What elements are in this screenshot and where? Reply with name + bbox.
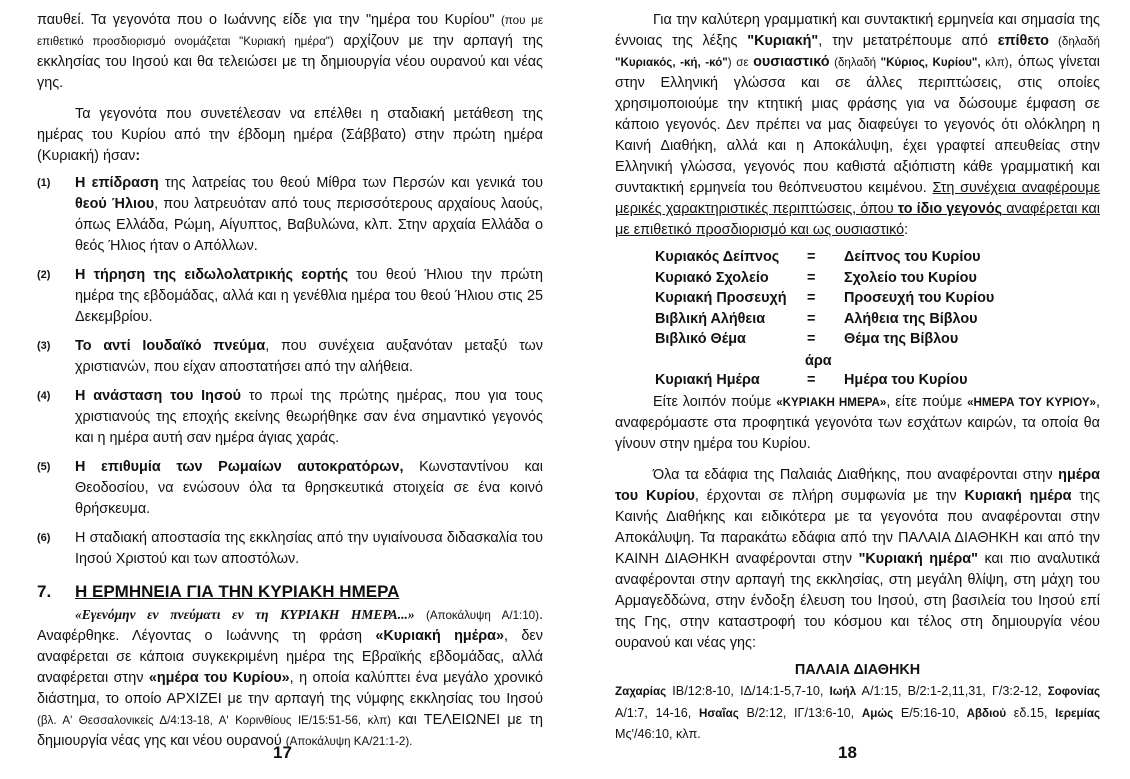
list-item-number: (6): [37, 532, 51, 544]
page-number: 18: [838, 743, 857, 762]
list-item: [37, 528, 543, 570]
table-row: [655, 288, 994, 309]
section-heading: [37, 582, 543, 602]
text-run: «ημέρα του Κυρίου»: [148, 670, 290, 686]
term-adjective: Κυριακή Ημέρα: [655, 371, 760, 388]
text-run: , αναφερόμαστε στα προφητικά γεγονότα των εσχάτων καιρών, τα οποία θα γίνουν στην ημέρα του Κυρίου.: [615, 394, 1100, 452]
table-row: [655, 370, 967, 391]
equals-sign: =: [807, 331, 816, 347]
term-noun: Δείπνος του Κυρίου: [844, 249, 981, 265]
terms-table: [655, 247, 994, 350]
text-run: Σοφονίας: [1047, 685, 1100, 698]
text-run: , που συνέχεια αυξανόταν μεταξύ των χριστιανών, που είχαν αποστατήσει από την αλήθεια.: [75, 338, 543, 375]
subheading-old-testament: ΠΑΛΑΙΑ ΔΙΑΘΗΚΗ: [794, 662, 921, 678]
list-item-number: (1): [37, 177, 51, 189]
paragraph-old-testament: [615, 465, 1100, 654]
text-run: Τα γεγονότα που συνετέλεσαν να επέλθει η σταδιακή μετάθεση της ημέρας του Κυρίου από την έβδομη ημέρα (Σάββατο) στην πρώτη ημέρα (Κυριακή) ήσαν: [37, 106, 543, 164]
table-row: [655, 247, 994, 268]
table-row: [655, 329, 994, 350]
text-run: Στη συνέχεια αναφέρουμε μερικές χαρακτηριστικές περιπτώσεις, όπου: [615, 180, 1100, 217]
text-run: παυθεί. Τα γεγονότα που ο Ιωάννης είδε για την "ημέρα του Κυρίου": [37, 12, 501, 28]
list-item-text: [75, 386, 543, 449]
text-run: , η οποία καλύπτει ένα μεγάλο χρονικό διάστημα, το οποίο ΑΡΧΙΖΕΙ με την αρπαγή της νύμφης εκκλησίας του Ιησού: [37, 670, 543, 707]
text-run: ) σε: [727, 56, 754, 69]
text-run: "Κυριακή ημέρα": [858, 551, 978, 567]
term-adjective: Κυριακό Σχολείο: [655, 269, 769, 286]
term-noun: Σχολείο του Κυρίου: [844, 269, 977, 286]
page-18: [565, 0, 1130, 779]
text-run: «ΗΜΕΡΑ ΤΟΥ ΚΥΡΙΟΥ»: [967, 396, 1096, 409]
table-row: [655, 268, 994, 289]
text-run: "Κυριακή": [747, 33, 819, 49]
text-run: θεού Ήλιου: [75, 196, 155, 212]
equals-sign: =: [807, 249, 816, 265]
text-run: Ιωήλ: [829, 685, 857, 698]
text-run: (Αποκάλυψη Α/1:10): [414, 609, 539, 622]
list-item: [37, 173, 543, 257]
text-run: Β/2:12, ΙΓ/13:6-10,: [738, 705, 862, 720]
text-run: του θεού Ήλιου την πρώτη ημέρα της εβδομάδας, αλλά και η γενέθλια ημέρα του θεού Ήλιου στις 25 Δεκεμβρίου.: [75, 267, 543, 325]
text-run: Το αντί Ιουδαϊκό πνεύμα: [75, 338, 266, 354]
text-run: (δηλαδή: [1048, 35, 1100, 48]
text-run: επίθετο: [997, 33, 1049, 49]
term-noun: Ημέρα του Κυρίου: [844, 371, 968, 388]
text-run: , είτε πούμε: [886, 394, 968, 410]
text-run: Ιερεμίας: [1055, 706, 1100, 720]
text-run: αναφέρεται και με επιθετικό προσδιορισμό και ως ουσιαστικό: [615, 201, 1100, 238]
events-list: [37, 173, 543, 570]
text-run: Είτε λοιπόν πούμε: [653, 394, 777, 410]
list-item-number: (3): [37, 340, 51, 352]
text-run: της λατρείας του θεού Μίθρα των Περσών και γενικά του: [158, 175, 543, 191]
text-run: το ίδιο γεγονός: [897, 201, 1003, 217]
text-run: «Κυριακή ημέρα»: [375, 628, 504, 644]
list-item-number: (4): [37, 390, 51, 402]
paragraph-conclusion: [615, 392, 1100, 455]
final-term-table: [655, 370, 967, 391]
list-item-number: (5): [37, 461, 51, 473]
equals-sign: =: [807, 371, 816, 388]
scripture-references: [615, 681, 1100, 745]
text-run: Αβδιού: [966, 706, 1007, 720]
text-run: Η επίδραση: [75, 175, 159, 191]
list-item-text: [75, 457, 543, 520]
table-row: [655, 309, 994, 330]
list-item-text: [75, 336, 543, 378]
text-run: Η σταδιακή αποστασία της εκκλησίας από την υγιαίνουσα διδασκαλία του Ιησού Χριστού και των αποστόλων.: [75, 530, 543, 567]
text-run: το πρωί της πρώτης ημέρας, που για τους χριστιανούς της εποχής εκείνης θεωρήθηκε σαν ένα σημαντικό γεγονός και η ημέρα αυτή σαν ημέρα άγιας χαράς.: [75, 388, 543, 446]
text-run: Ε/5:16-10,: [893, 705, 967, 720]
text-run: Η ανάσταση του Ιησού: [75, 388, 241, 404]
text-run: , δεν αναφέρεται σε κάποια συγκεκριμένη ημέρα της Εβραϊκής εβδομάδας, αλλά αναφέρεται στην: [37, 628, 543, 686]
text-run: και πιο αναλυτικά αναφέρονται στην αρπαγή της εκκλησίας, στη μεγάλη θλίψη, στη μάχη του Αρμαγεδδώνα, στην ένδοξη έλευση του Ιησού, στη βασιλεία του Ιησού επί της Γης, στην καταστροφή του κόσμου και τέλος στη δημιουργία νέου ουρανού και νέας γης:: [615, 551, 1101, 651]
term-noun: Θέμα της Βίβλου: [844, 331, 959, 347]
text-run: "Κυριακός, -κή, -κό": [615, 56, 728, 69]
text-run: και ΤΕΛΕΙΩΝΕΙ με τη δημιουργία νέας γης και νέου ουρανού: [37, 712, 544, 749]
equals-sign: =: [807, 269, 816, 286]
list-item-text: [75, 528, 543, 570]
text-run: ΙΒ/12:8-10, ΙΔ/14:1-5,7-10,: [666, 684, 830, 698]
list-item-text: [75, 265, 543, 328]
text-run: , έρχονται σε πλήρη συμφωνία με την: [694, 488, 965, 504]
text-run: Ζαχαρίας: [615, 685, 667, 698]
term-adjective: Κυριακός Δείπνος: [655, 249, 780, 265]
text-run: Η τήρηση της ειδωλολατρικής εορτής: [75, 267, 349, 283]
section-number: 7.: [37, 582, 52, 601]
text-run: «Εγενόμην εν πνεύματι εν τη ΚΥΡΙΑΚΗ ΗΜΕΡΑ...»: [75, 607, 415, 622]
text-run: , που λατρευόταν από τους περισσότερους αρχαίους λαούς, όπως Ελλάδα, Ρώμη, Αίγυπτος, Βαβυλώνα, κλπ. Στην αρχαία Ελλάδα ο θεός Ήλιος ήταν ο Απόλλων.: [75, 196, 543, 254]
equals-sign: =: [807, 290, 816, 306]
text-run: "Κύριος, Κυρίου",: [880, 56, 981, 69]
list-item: [37, 386, 543, 449]
text-run: Για την καλύτερη γραμματική και συντακτική ερμηνεία και σημασία της έννοιας της λέξης: [615, 12, 1100, 49]
text-run: Η επιθυμία των Ρωμαίων αυτοκρατόρων,: [75, 459, 404, 475]
text-run: (βλ. Α' Θεσσαλονικείς Δ/4:13-18, Α' Κορινθίους ΙΕ/15:51-56, κλπ): [37, 714, 392, 727]
page-number: 17: [273, 743, 292, 762]
text-run: της Καινής Διαθήκης και ειδικότερα με τα γεγονότα που αναφέρονται στην Αποκάλυψη. Τα παρακάτω εδάφια από την ΠΑΛΑΙΑ ΔΙΑΘΗΚΗ και από την ΚΑΙΝΗ ΔΙΑΘΗΚΗ αναφέρονται στην: [615, 488, 1100, 567]
list-item-text: [75, 173, 543, 257]
term-noun: Προσευχή του Κυρίου: [844, 290, 995, 306]
text-run: (που με επιθετικό προσδιορισμό ονομάζεται "Κυριακή ημέρα"): [37, 14, 543, 48]
equals-sign: =: [807, 310, 816, 327]
text-run: Αμώς: [861, 706, 894, 720]
list-item: [37, 336, 543, 378]
text-run: Α/1:15, Β/2:1-2,11,31, Γ/3:2-12,: [856, 684, 1048, 698]
term-noun: Αλήθεια της Βίβλου: [844, 310, 978, 327]
text-run: :: [135, 148, 141, 164]
paragraph-interpretation: [37, 604, 543, 752]
paragraph-grammar: [615, 10, 1100, 241]
text-run: , όπως γίνεται στην Ελληνική γλώσσα και σε άλλες περιπτώσεις, στις οποίες χρησιμοποιούμε την κτητική μιας φράσης για να δώσουμε έμφαση σε κάποιο γεγονός. Δεν πρέπει να μας διαφεύγει το γεγονός ότι ολόκληρη η Καινή Διαθήκη, αλλά και η Αποκάλυψη, έχει γραφτεί απευθείας στην Ελληνική γλώσσα, γεγονός που καθιστά αξιόπιστη κάθε γραμματική και συντακτική ερμηνεία του θεόπνευστου κειμένου.: [615, 54, 1100, 196]
text-run: Μς'/46:10, κλπ.: [615, 727, 701, 741]
paragraph-events-intro: [37, 104, 543, 167]
term-adjective: Βιβλική Αλήθεια: [655, 310, 766, 327]
text-run: Κωνσταντίνου και Θεοδοσίου, να ενώσουν όλα τα θρησκευτικά στοιχεία σε ένα κοινό θρήσκευμα.: [75, 459, 543, 517]
text-run: αρχίζουν με την αρπαγή της εκκλησίας του Ιησού και θα τελειώσει με τη δημιουργία νέου ουρανού και νέας γης.: [37, 33, 543, 91]
text-run: Κυριακή ημέρα: [964, 488, 1072, 504]
text-run: ημέρα του Κυρίου: [615, 467, 1100, 504]
text-run: :: [904, 222, 909, 238]
text-run: κλπ): [980, 56, 1009, 69]
list-item: [37, 265, 543, 328]
text-run: Ησαΐας: [698, 706, 739, 720]
list-item-number: (2): [37, 269, 51, 281]
term-adjective: Κυριακή Προσευχή: [655, 290, 787, 306]
text-run: εδ.15,: [1006, 705, 1056, 720]
term-adjective: Βιβλικό Θέμα: [655, 331, 746, 347]
list-item: [37, 457, 543, 520]
section-title: Η ΕΡΜΗΝΕΙΑ ΓΙΑ ΤΗΝ ΚΥΡΙΑΚΗ ΗΜΕΡΑ: [75, 582, 400, 601]
paragraph-continuation: [37, 10, 543, 94]
text-run: ουσιαστικό: [753, 54, 830, 70]
text-run: Α/1:7, 14-16,: [615, 705, 699, 720]
text-run: (δηλαδή: [829, 56, 881, 69]
text-run: . Αναφέρθηκε. Λέγοντας ο Ιωάννης τη φράση: [37, 607, 543, 644]
text-run: «ΚΥΡΙΑΚΗ ΗΜΕΡΑ»: [776, 396, 887, 409]
therefore-label: άρα: [805, 352, 832, 369]
text-run: (Αποκάλυψη ΚΑ/21:1-2).: [285, 735, 413, 748]
text-run: Όλα τα εδάφια της Παλαιάς Διαθήκης, που αναφέρονται στην: [653, 467, 1059, 483]
text-run: , την μετατρέπουμε από: [818, 33, 998, 49]
